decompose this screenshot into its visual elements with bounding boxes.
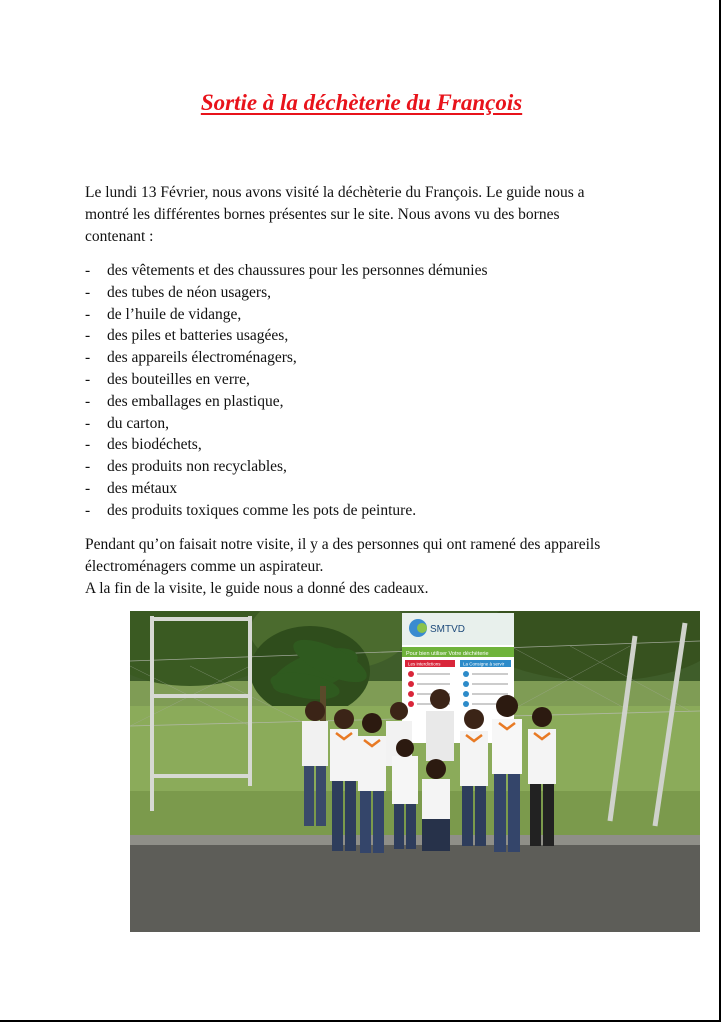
list-dash: - [85,305,91,323]
intro-line: montré les différentes bornes présentes sur le site. Nous avons vu des bornes [85,206,560,223]
list-item [85,282,488,304]
list-item [85,456,488,478]
list-item [85,369,488,391]
list-item [85,434,488,456]
sign-right-heading: La Consigne à servir [463,661,505,667]
list-item-text: des vêtements et des chaussures pour les personnes démunies [107,262,488,279]
list-item [85,391,488,413]
container-list [85,260,488,522]
list-dash: - [85,479,91,497]
group-photo [130,611,700,932]
list-item [85,413,488,435]
outro-line: électroménagers comme un aspirateur. [85,558,324,575]
list-dash: - [85,436,91,454]
list-item [85,347,488,369]
list-item [85,260,488,282]
sign-logo: SMTVD [430,624,465,635]
outro-paragraph [85,534,655,600]
group-photo-illustration [130,611,700,932]
list-dash: - [85,283,91,301]
list-item [85,325,488,347]
list-item-text: des produits toxiques comme les pots de peinture. [107,501,417,519]
list-item-text: des métaux [107,479,178,497]
list-item-text: des tubes de néon usagers, [107,283,271,301]
list-item [85,500,488,522]
list-item-text: du carton, [107,414,169,432]
list-item-text: de l’huile de vidange, [107,305,242,323]
list-item [85,304,488,326]
list-dash: - [85,458,91,476]
intro-line: contenant : [85,228,154,245]
list-item-text: des appareils électroménagers, [107,349,297,367]
list-item-text: des biodéchets, [107,436,202,454]
list-dash: - [85,349,91,367]
sign-left-heading: Les interdictions [408,661,441,667]
list-dash: - [85,262,91,279]
list-dash: - [85,327,91,345]
list-dash: - [85,414,91,432]
list-dash: - [85,392,91,410]
outro-line: Pendant qu’on faisait notre visite, il y a des personnes qui ont ramené des appareils [85,536,601,553]
outro-line: A la fin de la visite, le guide nous a donné des cadeaux. [85,580,429,597]
list-item-text: des piles et batteries usagées, [107,327,289,345]
intro-line: Le lundi 13 Février, nous avons visité la déchèterie du François. Le guide nous a [85,184,585,201]
list-dash: - [85,501,91,519]
list-item-text: des emballages en plastique, [107,392,284,410]
intro-paragraph [85,182,655,248]
list-item-text: des bouteilles en verre, [107,370,250,388]
sign-banner: Pour bien utiliser Votre déchèterie [406,651,489,657]
list-item-text: des produits non recyclables, [107,458,287,476]
page-title: Sortie à la déchèterie du François [200,90,523,115]
list-item [85,478,488,500]
list-dash: - [85,370,91,388]
